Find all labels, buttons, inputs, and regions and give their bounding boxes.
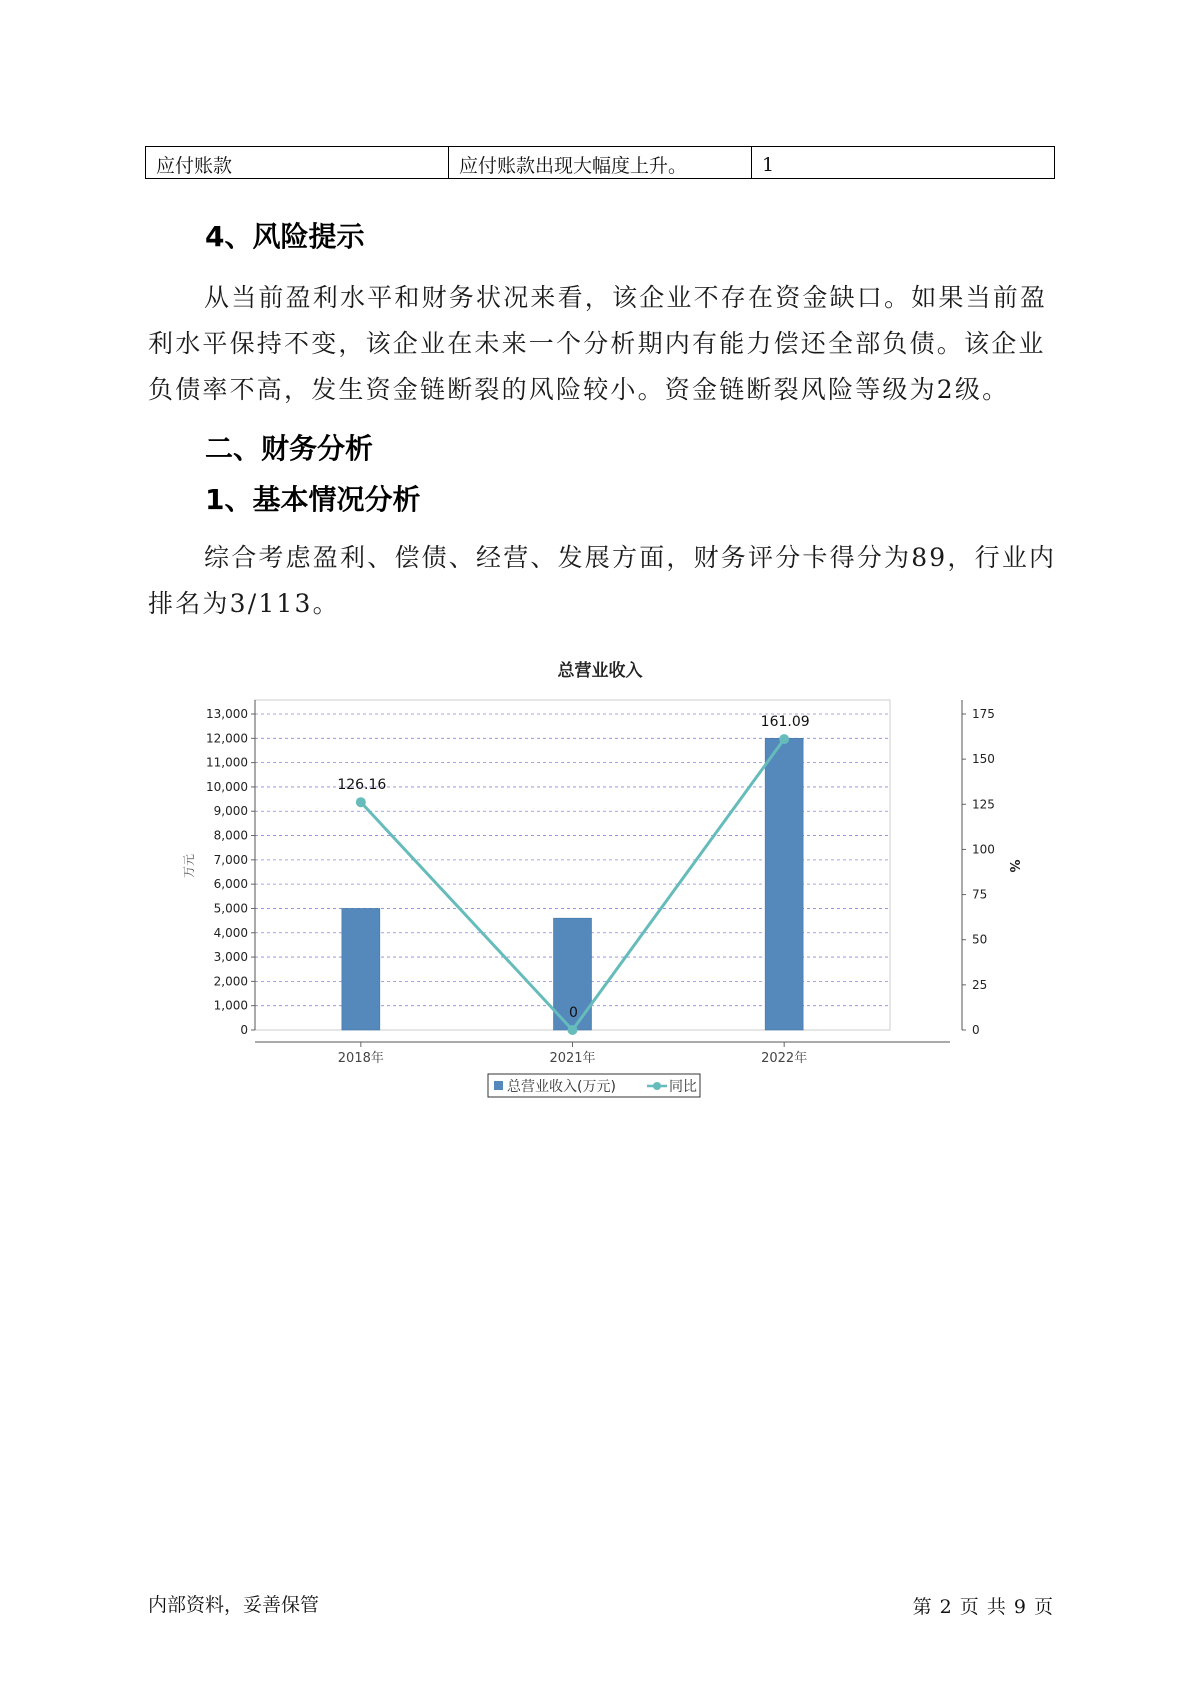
yoy-data-label: 0 (569, 1005, 578, 1021)
y-tick-label: 1,000 (213, 998, 248, 1013)
y-tick-label: 3,000 (213, 950, 248, 965)
x-tick-label: 2018年 (337, 1051, 384, 1066)
chart-title: 总营业收入 (557, 661, 643, 681)
y-tick-label: 0 (240, 1023, 248, 1037)
y2-axis-label: % (1006, 859, 1021, 873)
y-tick-label: 8,000 (213, 828, 248, 843)
y-tick-label: 7,000 (213, 852, 248, 867)
footer-page-number: 第 2 页 共 9 页 (912, 1596, 1054, 1618)
footer-confidential: 内部资料，妥善保管 (148, 1594, 320, 1616)
y2-tick-label: 175 (972, 707, 995, 721)
y-tick-label: 10,000 (206, 779, 248, 794)
y-tick-label: 13,000 (206, 707, 248, 721)
revenue-bar (342, 908, 380, 1030)
legend-line-label: 同比 (669, 1079, 697, 1095)
section-heading-risk: 4、风险提示 (205, 220, 365, 253)
risk-table (145, 146, 1055, 179)
legend-line-marker (653, 1082, 661, 1090)
legend-bar-label: 总营业收入(万元) (507, 1079, 616, 1095)
x-tick-label: 2022年 (761, 1051, 808, 1066)
y2-tick-label: 150 (972, 752, 995, 767)
y2-tick-label: 25 (972, 977, 988, 992)
section-heading-finance: 二、财务分析 (205, 432, 374, 465)
y-tick-label: 4,000 (213, 925, 248, 940)
subsection-heading-basic: 1、基本情况分析 (205, 483, 421, 516)
yoy-point (568, 1025, 578, 1035)
y-tick-label: 2,000 (213, 974, 248, 989)
table-row (146, 147, 1055, 179)
x-tick-label: 2021年 (549, 1051, 596, 1066)
basic-analysis-paragraph: 综合考虑盈利、偿债、经营、发展方面，财务评分卡得分为89，行业内排名为3/113。 (148, 543, 1057, 618)
revenue-bar (765, 738, 803, 1030)
revenue-chart (150, 648, 1050, 1108)
y-tick-label: 6,000 (213, 877, 248, 892)
y2-tick-label: 100 (972, 842, 995, 857)
yoy-point (779, 734, 789, 744)
y-tick-label: 11,000 (206, 755, 248, 770)
y2-tick-label: 75 (972, 887, 988, 902)
y2-tick-label: 0 (972, 1023, 980, 1037)
table-cell: 应付账款 (146, 147, 449, 179)
y-tick-label: 5,000 (213, 901, 248, 916)
y2-tick-label: 125 (972, 797, 995, 812)
risk-paragraph: 从当前盈利水平和财务状况来看，该企业不存在资金缺口。如果当前盈利水平保持不变，该企业在未来一个分析期内有能力偿还全部负债。该企业负债率不高，发生资金链断裂的风险较小。资金链断裂风险等级为2级。 (148, 283, 1048, 404)
yoy-data-label: 161.09 (760, 714, 810, 731)
y2-tick-label: 50 (972, 932, 988, 947)
table-cell: 1 (752, 147, 1055, 179)
legend-bar-swatch (494, 1081, 503, 1090)
yoy-point (356, 797, 366, 807)
y-tick-label: 12,000 (206, 731, 248, 746)
chart-legend (488, 1074, 700, 1097)
y-axis-label: 万元 (182, 853, 196, 879)
y-tick-label: 9,000 (213, 804, 248, 819)
table-cell: 应付账款出现大幅度上升。 (449, 147, 752, 179)
yoy-data-label: 126.16 (337, 777, 387, 794)
